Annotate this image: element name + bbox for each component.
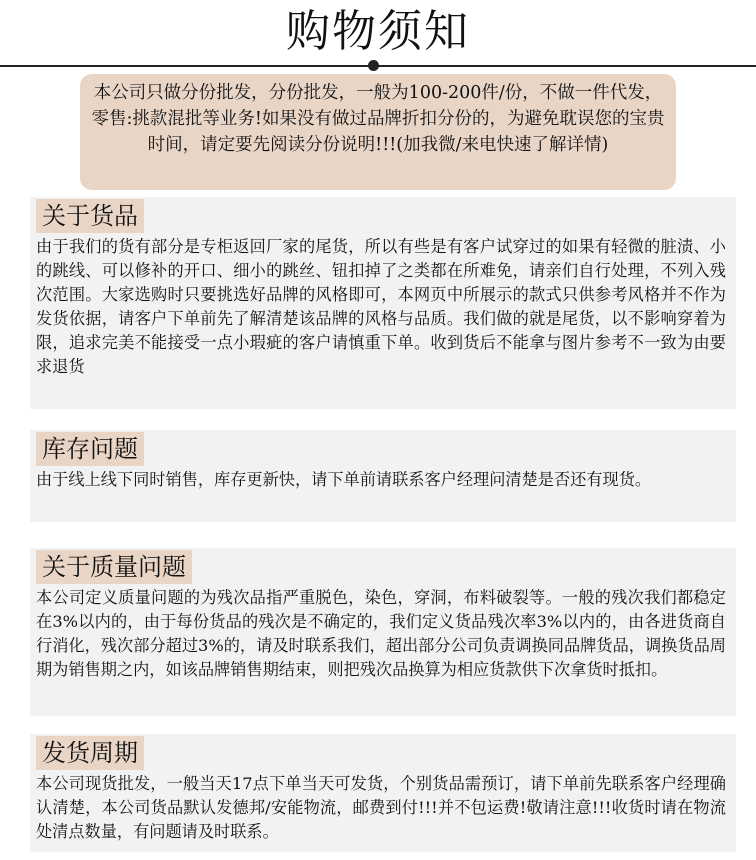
section-body: 本公司定义质量问题的为残次品指严重脱色，染色，穿洞，布料破裂等。一般的残次我们都稳定在3%以内的，由于每份货品的残次是不确定的，我们定义货品残次率3%以内的，由各进货商自行消化，残次部分超过3%的，请及时联系我们，超出部分公司负责调换同品牌货品，调换货品周期为销售期之内，如该品牌销售期结束，则把残次品换算为相应货款供下次拿货时抵扣。 bbox=[36, 588, 726, 679]
section-title: 库存问题 bbox=[36, 432, 144, 466]
section-quality bbox=[30, 548, 736, 716]
notice-box: 本公司只做分份批发，分份批发，一般为100-200件/份，不做一件代发，零售:挑款混批等业务!如果没有做过品牌折扣分份的，为避免耽误您的宝贵时间，请定要先阅读分份说明!!!(加我微/来电快速了解详情) bbox=[80, 74, 676, 190]
section-stock bbox=[30, 430, 736, 522]
section-shipping bbox=[30, 734, 736, 852]
section-body: 由于我们的货有部分是专柜返回厂家的尾货，所以有些是有客户试穿过的如果有轻微的脏渍、小的跳线、可以修补的开口、细小的跳丝、钮扣掉了之类都在所难免，请亲们自行处理，不列入残次范围。大家选购时只要挑选好品牌的风格即可，本网页中所展示的款式只供参考风格并不作为发货依据，请客户下单前先了解清楚该品牌的风格与品质。我们做的就是尾货，以不影响穿着为限，追求完美不能接受一点小瑕疵的客户请慎重下单。收到货后不能拿与图片参考不一致为由要求退货 bbox=[36, 237, 726, 376]
section-body: 本公司现货批发，一般当天17点下单当天可发货，个别货品需预订，请下单前先联系客户经理确认清楚，本公司货品默认发德邦/安能物流，邮费到付!!!并不包运费!敬请注意!!!收货时请在物流处清点数量，有问题请及时联系。 bbox=[36, 774, 726, 841]
section-title: 发货周期 bbox=[36, 736, 144, 770]
section-goods bbox=[30, 197, 736, 409]
page-title: 购物须知 bbox=[286, 6, 470, 57]
section-title: 关于货品 bbox=[36, 199, 144, 233]
section-body: 由于线上线下同时销售，库存更新快，请下单前请联系客户经理问清楚是否还有现货。 bbox=[36, 470, 652, 489]
divider-dot bbox=[368, 60, 379, 71]
section-title: 关于质量问题 bbox=[36, 550, 192, 584]
